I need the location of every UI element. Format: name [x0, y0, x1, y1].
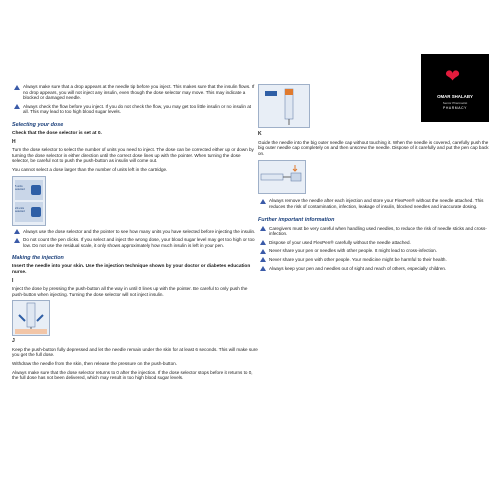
step-label-i: I	[12, 277, 14, 284]
cannot-select-text: You cannot select a dose larger than the number of units left in the cartridge.	[12, 166, 168, 172]
bullet-item	[258, 266, 490, 272]
dose-selector-figure	[12, 176, 46, 226]
withdraw-text: Withdraw the needle from the skin, then release the pressure on the push-button.	[12, 361, 177, 367]
bullet-text: Always make sure that a drop appears at the needle tip before you inject. This makes sure that the insulin flows. If no drop appears, you will not inject any insulin, even though the dose selector may move. This may indicate a blocked or damaged needle.	[23, 84, 255, 101]
logo-subtitle: Senior Pharmacist	[442, 101, 468, 105]
section-heading-further: Further important information	[258, 216, 335, 223]
warning-triangle-icon	[14, 104, 20, 109]
bullet-item	[258, 226, 490, 237]
step-label-j: J	[12, 338, 15, 345]
step-j-figure	[258, 84, 310, 128]
warning-triangle-icon	[260, 257, 266, 262]
selecting-check: Check that the dose selector is set at 0.	[12, 130, 102, 136]
warning-triangle-icon	[260, 226, 266, 231]
section-heading-selecting: Selecting your dose	[12, 121, 64, 128]
figure-label-5-units: 5 units selected	[15, 184, 25, 191]
injection-figure	[12, 300, 50, 336]
bullet-text: Dispose of your used FlexPen® carefully without the needle attached.	[269, 239, 411, 245]
bullet-item	[258, 240, 490, 246]
injection-illustration	[13, 301, 49, 335]
bullet-item	[12, 229, 258, 235]
figure-label-24-units: 24 units selected	[15, 206, 25, 213]
bullet-text: Caregivers must be very careful when handling used needles, to reduce the risk of needle sticks and cross-infection.	[269, 225, 487, 237]
step-h-text: Turn the dose selector to select the number of units you need to inject. The dose can be corrected either up or down by turning the dose selector in either direction until the correct dose lines up with the pointer. When turning the dose selector, be careful not to push the push-button as insulin will come out.	[12, 147, 254, 164]
step-label-h: H	[12, 138, 16, 145]
bullet-item	[12, 84, 258, 101]
left-column	[12, 84, 258, 381]
bullet-item	[258, 198, 490, 209]
bullet-text: Always keep your pen and needles out of sight and reach of others, especially children.	[269, 265, 447, 271]
bullet-item	[12, 237, 258, 248]
always-sure-text: Always make sure that the dose selector returns to 0 after the injection. If the dose selector stops before it returns to 0, the full dose has not been delivered, which may result in too high blood sugar levels.	[12, 369, 253, 381]
warning-triangle-icon	[14, 85, 20, 90]
needle-cap-illustration	[259, 161, 305, 193]
heart-hands-icon: ❤	[445, 66, 461, 86]
warning-triangle-icon	[260, 199, 266, 204]
step-label-k: K	[258, 131, 262, 137]
step-i-text: Inject the dose by pressing the push-button all the way in until 0 lines up with the pointer. Be careful to only push the push-button when injecting. Turning the dose selector will not inject insulin.	[12, 286, 248, 297]
warning-triangle-icon	[260, 249, 266, 254]
bullet-item	[258, 248, 490, 254]
bullet-item	[258, 257, 490, 263]
warning-triangle-icon	[260, 240, 266, 245]
warning-triangle-icon	[14, 238, 20, 243]
logo-pharmacy: PHARMACY	[442, 106, 468, 110]
right-column	[258, 84, 490, 274]
step-j-text: Keep the push-button fully depressed and let the needle remain under the skin for at least 6 seconds. This will make sure you get the full dose.	[12, 346, 258, 358]
bullet-text: Never share your pen with other people. Your medicine might be harmful to their health.	[269, 256, 447, 262]
making-instruction: Insert the needle into your skin. Use the injection technique shown by your doctor or diabetes education nurse.	[12, 264, 251, 275]
bullet-text: Always check the flow before you inject. If you do not check the flow, you may get too little insulin or no insulin at all. This may lead to too high blood sugar levels.	[23, 103, 252, 115]
bullet-text: Never share your pen or needles with other people. It might lead to cross-infection.	[269, 248, 438, 254]
bullet-text: Always use the dose selector and the pointer to see how many units you have selected before injecting the insulin.	[23, 228, 256, 234]
section-heading-making: Making the injection	[12, 255, 64, 262]
bullet-text: Do not count the pen clicks. If you select and inject the wrong dose, your blood sugar level may get too high or too low. Do not use the residual scale, it only shows approximately how much insulin is left in your pen.	[23, 237, 255, 248]
logo-name: OMAR SHALABY	[437, 94, 473, 99]
bullet-text: Always remove the needle after each injection and store your FlexPen® without the needle attached. This reduces the risk of contamination, infection, leakage of insulin, blocked needles and inaccurate dosing.	[269, 198, 484, 209]
step-k-text: Guide the needle into the big outer needle cap without touching it. When the needle is covered, carefully push the big outer needle cap completely on and then unscrew the needle. Dispose of it carefully and put the pen cap back on.	[258, 139, 489, 156]
warning-triangle-icon	[260, 266, 266, 271]
bullet-item	[12, 104, 258, 115]
needle-cap-figure	[258, 160, 306, 194]
warning-triangle-icon	[14, 229, 20, 234]
hold-pen-illustration	[259, 85, 309, 127]
